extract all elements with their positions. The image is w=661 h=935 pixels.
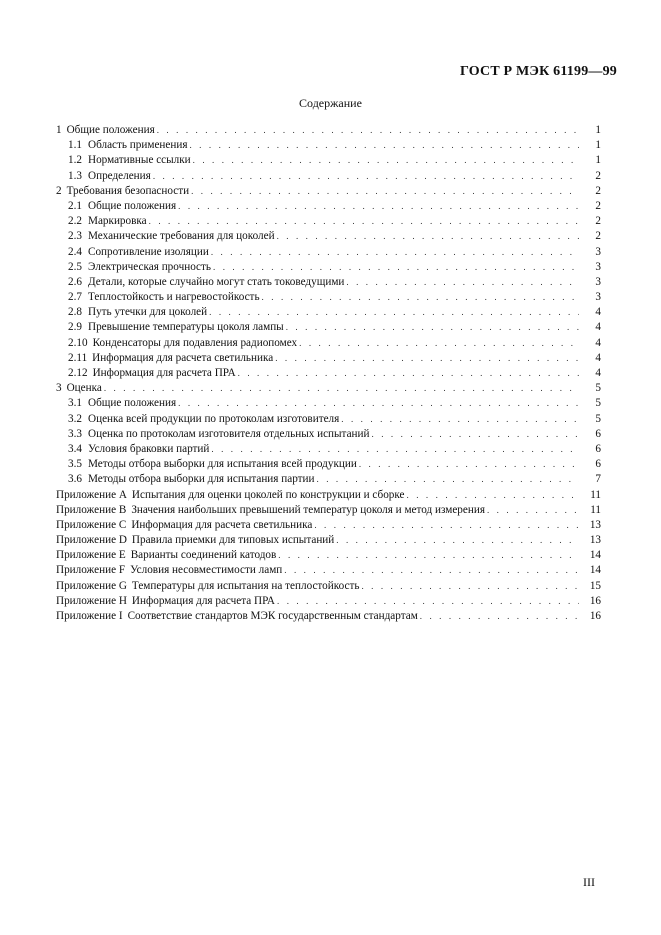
toc-entry bbox=[56, 427, 601, 442]
toc-leader-dots bbox=[407, 488, 579, 503]
toc-entry-label: Испытания для оценки цоколей по конструкции и сборке bbox=[131, 488, 405, 501]
toc-entry-label: Превышение температуры цоколя лампы bbox=[88, 321, 284, 334]
toc-entry-label: Маркировка bbox=[88, 215, 147, 228]
toc-entry bbox=[56, 472, 601, 487]
toc-entry-label: Конденсаторы для подавления радиопомех bbox=[92, 336, 298, 349]
toc-entry bbox=[56, 518, 601, 533]
toc-entry-number: 2 bbox=[56, 184, 62, 197]
toc-entry-page: 13 bbox=[589, 518, 601, 531]
toc-leader-dots bbox=[153, 169, 579, 184]
toc-entry bbox=[56, 275, 601, 290]
toc-entry-number: Приложение Е bbox=[56, 549, 126, 562]
toc-entry-page: 1 bbox=[595, 139, 601, 152]
toc-entry-label: Правила приемки для типовых испытаний bbox=[131, 534, 335, 547]
toc-entry-number: 2.9 bbox=[68, 321, 82, 334]
toc-entry bbox=[56, 153, 601, 168]
toc-entry-label: Определения bbox=[88, 169, 151, 182]
toc-entry-page: 2 bbox=[595, 169, 601, 182]
toc-entry-label: Температуры для испытания на теплостойкость bbox=[131, 579, 360, 592]
toc-leader-dots bbox=[277, 229, 579, 244]
toc-entry-page: 5 bbox=[595, 397, 601, 410]
toc-entry-number: 2.11 bbox=[68, 351, 88, 364]
toc-entry-number: 3.5 bbox=[68, 458, 82, 471]
toc-entry-page: 2 bbox=[595, 184, 601, 197]
toc-leader-dots bbox=[213, 260, 579, 275]
toc-entry bbox=[56, 609, 601, 624]
toc-leader-dots bbox=[346, 275, 579, 290]
toc-entry-number: 2.10 bbox=[68, 336, 88, 349]
toc-leader-dots bbox=[211, 245, 579, 260]
toc-entry-label: Информация для расчета ПРА bbox=[92, 367, 236, 379]
toc-leader-dots bbox=[284, 563, 579, 578]
toc-entry-label: Методы отбора выборки для испытания всей продукции bbox=[88, 458, 357, 471]
toc-entry-label: Информация для расчета ПРА bbox=[131, 594, 275, 607]
toc-entry-number: Приложение G bbox=[56, 579, 127, 592]
toc-entry-label: Варианты соединений катодов bbox=[130, 549, 277, 562]
toc-entry-page: 2 bbox=[595, 199, 601, 212]
toc-entry bbox=[56, 563, 601, 578]
toc-entry-label: Методы отбора выборки для испытания партии bbox=[88, 473, 315, 486]
toc-entry-label: Соответствие стандартов МЭК государственным стандартам bbox=[127, 610, 418, 622]
toc-entry-number: 2.7 bbox=[68, 291, 82, 304]
toc-entry bbox=[56, 594, 601, 609]
toc-leader-dots bbox=[149, 214, 579, 229]
toc-entry-page: 4 bbox=[595, 367, 601, 379]
toc-leader-dots bbox=[278, 548, 579, 563]
toc-entry bbox=[56, 229, 601, 244]
toc-entry bbox=[56, 533, 601, 548]
toc-entry-page: 2 bbox=[595, 230, 601, 243]
toc-entry-number: 2.6 bbox=[68, 275, 82, 288]
toc-leader-dots bbox=[189, 138, 579, 153]
toc-entry-number: 3.1 bbox=[68, 397, 82, 410]
toc-entry bbox=[56, 290, 601, 305]
toc-entry-number: Приложение В bbox=[56, 503, 127, 516]
toc-leader-dots bbox=[341, 412, 579, 427]
toc-entry-page: 7 bbox=[595, 473, 601, 486]
toc-entry-label: Условия браковки партий bbox=[88, 442, 210, 455]
toc-entry-page: 3 bbox=[595, 275, 601, 288]
toc-entry-label: Информация для расчета светильника bbox=[92, 351, 274, 364]
toc-entry-number: 2.4 bbox=[68, 245, 82, 258]
toc-entry bbox=[56, 412, 601, 427]
toc-entry-label: Сопротивление изоляции bbox=[88, 245, 209, 258]
toc-entry-label: Требования безопасности bbox=[66, 184, 190, 197]
toc-entry-number: Приложение D bbox=[56, 534, 127, 547]
toc-entry-page: 11 bbox=[590, 488, 601, 501]
toc-entry-label: Электрическая прочность bbox=[88, 260, 212, 273]
toc-entry-page: 4 bbox=[595, 336, 601, 349]
toc-leader-dots bbox=[359, 457, 579, 472]
toc-entry-page: 4 bbox=[595, 321, 601, 334]
table-of-contents bbox=[56, 123, 601, 624]
toc-leader-dots bbox=[178, 199, 579, 214]
toc-entry-label: Общие положения bbox=[88, 199, 177, 212]
toc-entry bbox=[56, 396, 601, 411]
toc-entry-page: 13 bbox=[589, 534, 601, 547]
toc-entry-label: Значения наибольших превышений температур цоколя и метод измерения bbox=[131, 503, 485, 516]
toc-leader-dots bbox=[262, 290, 579, 305]
toc-entry-number: 1 bbox=[56, 124, 62, 136]
toc-entry-page: 4 bbox=[595, 351, 601, 364]
toc-leader-dots bbox=[299, 336, 579, 351]
toc-entry-label: Область применения bbox=[88, 139, 188, 152]
toc-entry bbox=[56, 457, 601, 472]
toc-leader-dots bbox=[178, 396, 579, 411]
toc-leader-dots bbox=[317, 472, 579, 487]
toc-entry-page: 4 bbox=[595, 306, 601, 319]
toc-entry-number: 2.12 bbox=[68, 367, 88, 379]
toc-entry-number: 2.1 bbox=[68, 199, 82, 212]
toc-entry-page: 11 bbox=[590, 503, 601, 516]
toc-entry-page: 3 bbox=[595, 245, 601, 258]
toc-entry-number: 3.3 bbox=[68, 427, 82, 440]
toc-leader-dots bbox=[361, 579, 579, 594]
toc-entry bbox=[56, 199, 601, 214]
toc-entry bbox=[56, 442, 601, 457]
toc-entry-label: Нормативные ссылки bbox=[88, 154, 191, 167]
toc-entry-number: 3.2 bbox=[68, 412, 82, 425]
toc-entry-label: Механические требования для цоколей bbox=[88, 230, 275, 243]
toc-leader-dots bbox=[286, 320, 579, 335]
document-header: ГОСТ Р МЭК 61199—99 bbox=[459, 64, 617, 79]
toc-leader-dots bbox=[420, 609, 579, 624]
toc-entry-page: 3 bbox=[595, 260, 601, 273]
toc-leader-dots bbox=[211, 442, 579, 457]
toc-entry-number: Приложение С bbox=[56, 518, 127, 531]
toc-leader-dots bbox=[277, 594, 579, 609]
toc-leader-dots bbox=[157, 123, 579, 138]
toc-entry-label: Общие положения bbox=[66, 124, 155, 136]
toc-entry-page: 6 bbox=[595, 427, 601, 440]
toc-leader-dots bbox=[487, 503, 579, 518]
toc-leader-dots bbox=[372, 427, 579, 442]
toc-entry-number: 2.2 bbox=[68, 215, 82, 228]
toc-entry bbox=[56, 381, 601, 396]
toc-entry bbox=[56, 169, 601, 184]
toc-entry-page: 2 bbox=[595, 215, 601, 228]
toc-entry-number: Приложение А bbox=[56, 488, 127, 501]
toc-entry bbox=[56, 214, 601, 229]
toc-leader-dots bbox=[191, 184, 579, 199]
toc-entry-page: 1 bbox=[595, 124, 601, 136]
toc-entry-label: Оценка по протоколам изготовителя отдельных испытаний bbox=[88, 427, 370, 440]
toc-entry-page: 5 bbox=[595, 382, 601, 395]
toc-entry-label: Информация для расчета светильника bbox=[131, 518, 313, 531]
toc-entry bbox=[56, 488, 601, 503]
toc-leader-dots bbox=[209, 305, 579, 320]
toc-entry-label: Путь утечки для цоколей bbox=[88, 306, 208, 319]
toc-entry-number: 3.4 bbox=[68, 442, 82, 455]
toc-leader-dots bbox=[104, 381, 579, 396]
toc-entry bbox=[56, 123, 601, 138]
toc-entry bbox=[56, 184, 601, 199]
toc-entry bbox=[56, 138, 601, 153]
toc-entry-number: Приложение F bbox=[56, 564, 126, 577]
toc-entry bbox=[56, 260, 601, 275]
toc-entry-number: Приложение Н bbox=[56, 594, 127, 607]
toc-leader-dots bbox=[314, 518, 579, 533]
toc-entry-number: 3 bbox=[56, 382, 62, 395]
toc-entry-page: 14 bbox=[589, 564, 601, 577]
toc-entry bbox=[56, 366, 601, 381]
toc-entry bbox=[56, 579, 601, 594]
toc-entry-number: 3.6 bbox=[68, 473, 82, 486]
toc-entry-number: 1.2 bbox=[68, 154, 82, 167]
toc-entry bbox=[56, 245, 601, 260]
toc-entry-number: 2.3 bbox=[68, 230, 82, 243]
toc-entry-number: 1.1 bbox=[68, 139, 82, 152]
toc-entry-label: Детали, которые случайно могут стать токоведущими bbox=[88, 275, 345, 288]
toc-entry-label: Оценка bbox=[66, 382, 102, 395]
toc-leader-dots bbox=[275, 351, 579, 366]
toc-entry-label: Общие положения bbox=[88, 397, 177, 410]
toc-entry-number: 2.8 bbox=[68, 306, 82, 319]
toc-entry bbox=[56, 503, 601, 518]
toc-entry-label: Теплостойкость и нагревостойкость bbox=[88, 291, 260, 304]
toc-entry-page: 5 bbox=[595, 412, 601, 425]
toc-entry bbox=[56, 351, 601, 366]
toc-entry-page: 3 bbox=[595, 291, 601, 304]
toc-entry bbox=[56, 336, 601, 351]
toc-leader-dots bbox=[238, 366, 579, 381]
page-number: III bbox=[583, 875, 595, 889]
toc-entry-page: 6 bbox=[595, 458, 601, 471]
toc-entry-label: Условия несовместимости ламп bbox=[130, 564, 283, 577]
toc-entry-page: 16 bbox=[589, 594, 601, 607]
toc-leader-dots bbox=[193, 153, 579, 168]
toc-leader-dots bbox=[336, 533, 579, 548]
toc-entry-page: 14 bbox=[589, 549, 601, 562]
toc-title: Содержание bbox=[299, 96, 362, 110]
toc-entry-number: Приложение I bbox=[56, 610, 123, 622]
toc-entry bbox=[56, 548, 601, 563]
toc-entry-page: 1 bbox=[595, 154, 601, 167]
toc-entry-number: 1.3 bbox=[68, 169, 82, 182]
toc-entry bbox=[56, 305, 601, 320]
toc-entry-number: 2.5 bbox=[68, 260, 82, 273]
toc-entry bbox=[56, 320, 601, 335]
toc-entry-page: 6 bbox=[595, 442, 601, 455]
toc-entry-page: 16 bbox=[589, 610, 601, 622]
toc-entry-label: Оценка всей продукции по протоколам изготовителя bbox=[88, 412, 340, 425]
toc-entry-page: 15 bbox=[589, 579, 601, 592]
